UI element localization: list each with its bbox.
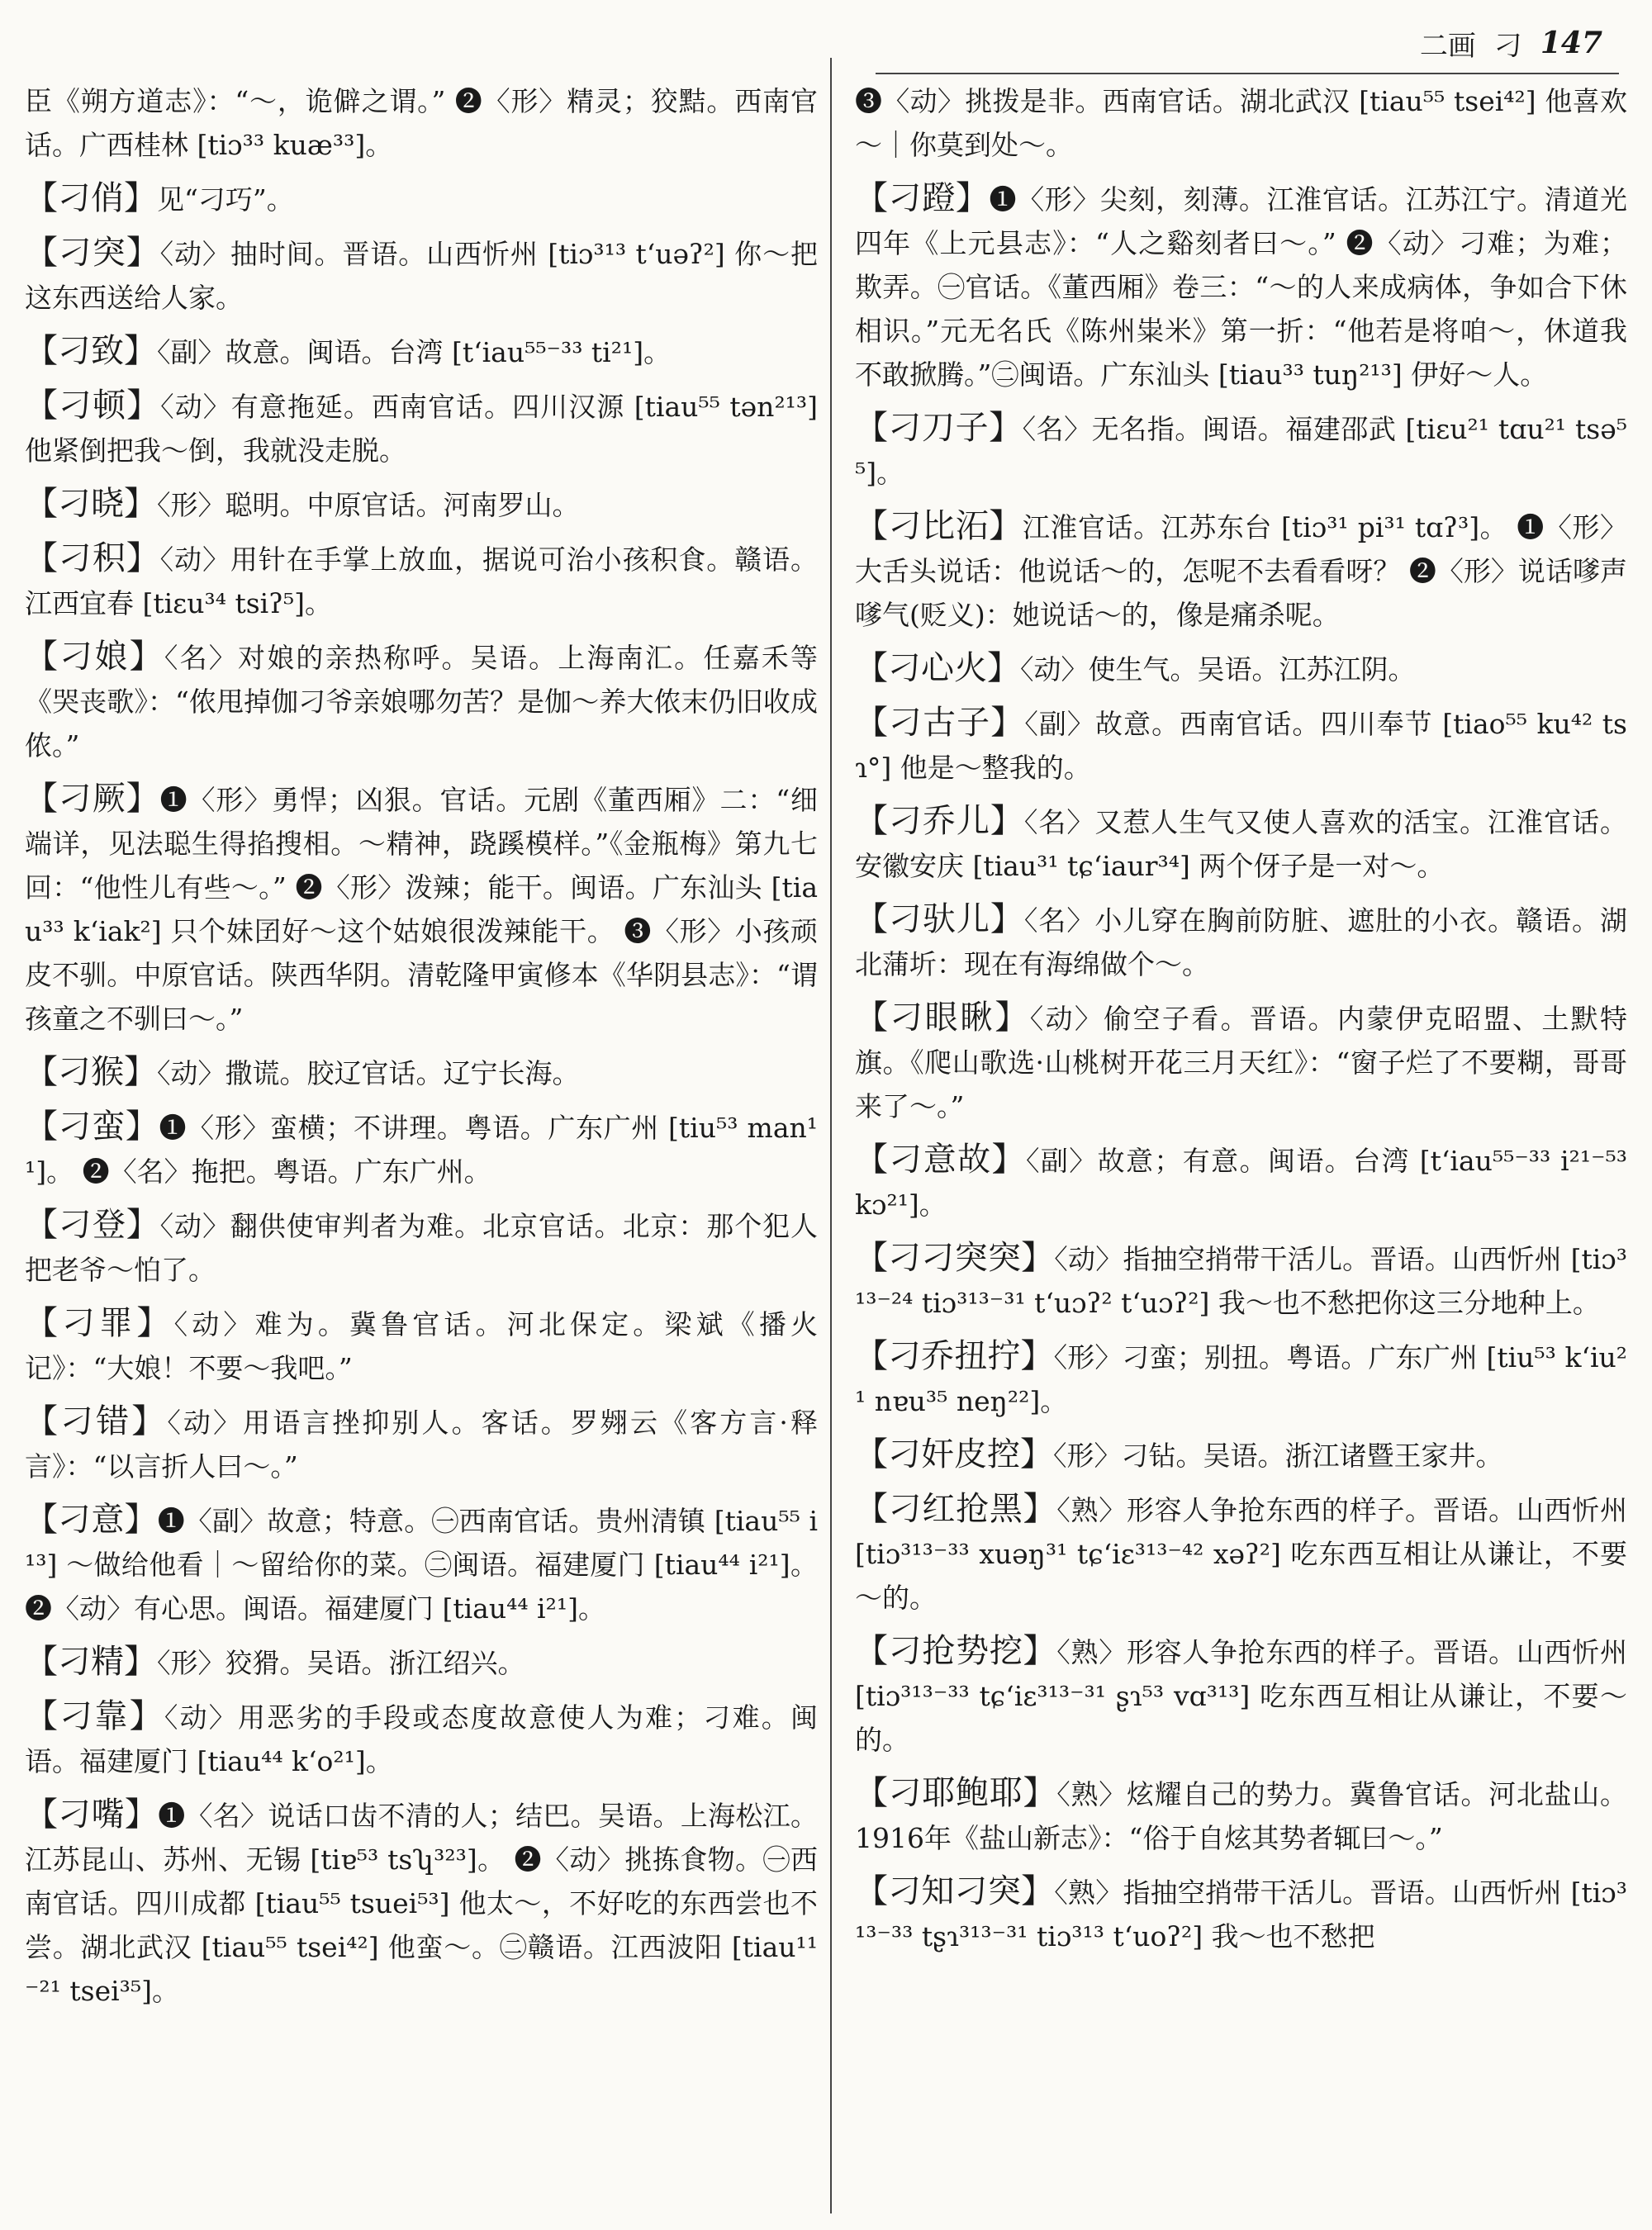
entry-headword: 【刁意故】 [855,1141,1026,1179]
entry-headword: 【刁耶鲍耶】 [855,1774,1057,1812]
dictionary-entry [855,799,1627,888]
entry-definition: 〈名〉无名指。闽语。福建邵武 [tiɛu²¹ tɑu²¹ tsə⁵⁵]。 [855,413,1627,489]
entry-definition: 〈动〉用针在手掌上放血，据说可治小孩积食。赣语。江西宜春 [tiɛu³⁴ tsiʔ⁵]。 [25,543,818,619]
dictionary-entry [25,330,818,374]
entry-headword: 【刁奸皮控】 [855,1435,1053,1473]
dictionary-entry [855,1487,1627,1620]
dictionary-entry [25,1203,818,1292]
entry-definition: 〈动〉翻供使审判者为难。北京官话。北京：那个犯人把老爷～怕了。 [25,1210,818,1286]
entry-headword: 【刁俏】 [25,179,157,217]
entry-headword: 【刁眼瞅】 [855,999,1030,1037]
entry-headword: 【刁猴】 [25,1053,157,1091]
entry-definition: ❶〈形〉尖刻，刻薄。江淮官话。江苏江宁。清道光四年《上元县志》：“人之谿刻者曰～。” ❷〈动〉刁难；为难；欺弄。㊀官话。《董西厢》卷三：“～的人来成病体，争如合下休相识。”元无名氏《陈州粜米》第一折：“他若是将咱～，休道我不敢掀腾。”㊁闽语。广东汕头 [tiau³³ tuŋ²¹³] 伊好～人。 [855,183,1627,391]
dictionary-entry [25,1498,818,1630]
entry-headword: 【刁比沰】 [855,507,1023,545]
dictionary-entry [855,647,1627,691]
entry-headword: 【刁精】 [25,1643,157,1681]
entry-headword: 【刁罪】 [25,1304,174,1342]
dictionary-entry [25,1105,818,1193]
entry-definition: 〈动〉有意拖延。西南官话。四川汉源 [tiau⁵⁵ tən²¹³] 他紧倒把我～倒，我就没走脱。 [25,391,818,467]
entry-definition: 江淮官话。江苏东台 [tiɔ³¹ pi³¹ tɑʔ³]。 ❶〈形〉大舌头说话：他说话～的，怎呢不去看看呀？ ❷〈形〉说话嗲声嗲气(贬义)：她说话～的，像是痛杀呢。 [855,511,1627,631]
dictionary-entry [25,482,818,527]
entry-definition: 〈形〉聪明。中原官话。河南罗山。 [157,489,580,521]
dictionary-entry [25,777,818,1041]
dictionary-entry [25,1695,818,1783]
dictionary-entry [25,177,818,221]
dictionary-entry [25,78,818,167]
entry-definition: 〈动〉指抽空捎带干活儿。晋语。山西忻州 [tiɔ³¹³⁻²⁴ tiɔ³¹³⁻³¹ t‘uɔʔ² t‘uɔʔ²] 我～也不愁把你这三分地种上。 [855,1243,1627,1319]
dictionary-entry [25,384,818,472]
entry-headword: 【刁驮儿】 [855,900,1024,938]
dictionary-entry [855,701,1627,790]
entry-headword: 【刁蹬】 [855,179,990,217]
dictionary-entry [855,1236,1627,1325]
dictionary-entry [855,1335,1627,1423]
entry-headword: 【刁积】 [25,539,160,577]
entry-headword: 【刁刀子】 [855,409,1023,447]
entry-definition: ❶〈名〉说话口齿不清的人；结巴。吴语。上海松江。江苏昆山、苏州、无锡 [tiɐ⁵³ tsʮ³²³]。 ❷〈动〉挑拣食物。㊀西南官话。四川成都 [tiau⁵⁵ tsuei⁵³] 他太～，不好吃的东西尝也不尝。湖北武汉 [tiau⁵⁵ tsei⁴²] 他蛮～。㊁赣语。江西波阳 [tiau¹¹⁻²¹ tsei³⁵]。 [25,1800,818,2007]
entry-definition: 〈动〉使生气。吴语。江苏江阴。 [1020,653,1416,686]
entry-headword: 【刁抢势挖】 [855,1632,1057,1670]
dictionary-entry [25,635,818,767]
entry-definition: 〈形〉狡猾。吴语。浙江绍兴。 [157,1647,525,1679]
column-divider [830,58,832,2213]
entry-headword: 【刁红抢黑】 [855,1490,1057,1528]
dictionary-entry [25,1302,818,1390]
dictionary-entry [25,1793,818,2013]
entry-definition: 〈副〉故意。西南官话。四川奉节 [tiao⁵⁵ ku⁴² tsɿ°] 他是～整我的。 [855,708,1627,784]
entry-definition: ❶〈副〉故意；特意。㊀西南官话。贵州清镇 [tiau⁵⁵ i¹³] ～做给他看｜～留给你的菜。㊁闽语。福建厦门 [tiau⁴⁴ i²¹]。 ❷〈动〉有心思。闽语。福建厦门 [tiau⁴⁴ i²¹]。 [25,1505,818,1625]
left-column [25,78,818,2205]
dictionary-entry [25,231,818,320]
entry-definition: 〈名〉又惹人生气又使人喜欢的活宝。江淮官话。安徽安庆 [tiau³¹ tɕ‘iaur³⁴] 两个伢子是一对～。 [855,806,1627,882]
dictionary-entry [855,1138,1627,1226]
entry-headword: 【刁心火】 [855,649,1020,687]
dictionary-entry [25,1640,818,1685]
dictionary-entry [855,177,1627,396]
entry-definition: 〈动〉偷空子看。晋语。内蒙伊克昭盟、土默特旗。《爬山歌选·山桃树开花三月天红》：“窗子烂了不要糊，哥哥来了～。” [855,1003,1627,1122]
entry-headword: 【刁意】 [25,1501,158,1539]
entry-definition: 〈动〉用语言挫抑别人。客话。罗翙云《客方言·释言》：“以言折人曰～。” [25,1407,818,1483]
entry-headword: 【刁晓】 [25,485,157,523]
running-header [1420,18,1602,68]
entry-definition: 臣《朔方道志》：“～，诡僻之谓。” ❷〈形〉精灵；狡黠。西南官话。广西桂林 [tiɔ³³ kuæ³³]。 [25,85,818,161]
dictionary-entry [855,996,1627,1128]
entry-definition: 〈熟〉炫耀自己的势力。冀鲁官话。河北盐山。1916年《盐山新志》：“俗于自炫其势者辄曰～。” [855,1778,1627,1854]
entry-definition: 见“刁巧”。 [157,183,294,216]
entry-headword: 【刁厥】 [25,780,160,818]
entry-definition: ❸〈动〉挑拨是非。西南官话。湖北武汉 [tiau⁵⁵ tsei⁴²] 他喜欢～｜你莫到处～。 [855,85,1627,161]
entry-headword: 【刁登】 [25,1206,160,1244]
entry-definition: 〈动〉撒谎。胶辽官话。辽宁长海。 [157,1057,580,1089]
entry-headword: 【刁错】 [25,1402,168,1440]
entry-definition: 〈形〉刁钻。吴语。浙江诸暨王家井。 [1053,1440,1503,1472]
entry-definition: 〈副〉故意；有意。闽语。台湾 [t‘iau⁵⁵⁻³³ i²¹⁻⁵³ kɔ²¹]。 [855,1145,1627,1221]
entry-headword: 【刁娘】 [25,638,164,676]
entry-definition: 〈动〉用恶劣的手段或态度故意使人为难；刁难。闽语。福建厦门 [tiau⁴⁴ k‘o²¹]。 [25,1701,818,1777]
dictionary-entry [855,898,1627,986]
entry-headword: 【刁乔扭拧】 [855,1337,1054,1375]
entry-headword: 【刁顿】 [25,387,161,425]
entry-headword: 【刁蛮】 [25,1108,159,1146]
right-column [855,78,1627,2205]
entry-headword: 【刁古子】 [855,704,1025,742]
page-number: 147 [1540,26,1602,60]
entry-definition: ❶〈形〉蛮横；不讲理。粤语。广东广州 [tiu⁵³ man¹¹]。 ❷〈名〉拖把。粤语。广东广州。 [25,1112,818,1188]
entry-headword: 【刁突】 [25,234,160,272]
dictionary-entry [25,537,818,625]
entry-headword: 【刁刁突突】 [855,1239,1055,1277]
header-radical: 刁 [1493,29,1522,63]
entry-definition: 〈副〉故意。闽语。台湾 [t‘iau⁵⁵⁻³³ ti²¹]。 [157,336,672,368]
header-section: 二画 [1419,29,1476,63]
entry-definition: 〈名〉小儿穿在胸前防脏、遮肚的小衣。赣语。湖北蒲圻：现在有海绵做个～。 [855,904,1627,980]
dictionary-entry [855,1433,1627,1478]
entry-definition: 〈形〉刁蛮；别扭。粤语。广东广州 [tiu⁵³ k‘iu²¹ nɐu³⁵ neŋ²²]。 [855,1341,1627,1417]
entry-definition: 〈熟〉形容人争抢东西的样子。晋语。山西忻州 [tiɔ³¹³⁻³³ tɕ‘iɛ³¹³⁻³¹ ʂɿ⁵³ vɑ³¹³] 吃东西互相让从谦让，不要～的。 [855,1636,1627,1756]
entry-definition: 〈熟〉指抽空捎带干活儿。晋语。山西忻州 [tiɔ³¹³⁻³³ tʂɿ³¹³⁻³¹ tiɔ³¹³ t‘uoʔ²] 我～也不愁把 [855,1877,1627,1952]
entry-definition: 〈名〉对娘的亲热称呼。吴语。上海南汇。任嘉禾等《哭丧歌》：“侬甩掉伽刁爷亲娘哪勿苦？是伽～养大侬末仍旧收成侬。” [25,642,818,762]
entry-definition: 〈动〉难为。冀鲁官话。河北保定。梁斌《播火记》：“大娘！不要～我吧。” [25,1308,818,1384]
dictionary-entry [855,505,1627,637]
dictionary-entry [25,1400,818,1488]
entry-headword: 【刁致】 [25,332,157,370]
entry-headword: 【刁知刁突】 [855,1872,1055,1910]
entry-headword: 【刁嘴】 [25,1796,159,1834]
entry-definition: ❶〈形〉勇悍；凶狠。官话。元剧《董西厢》二：“细端详，见法聪生得掐搜相。～精神，跷蹊模样。”《金瓶梅》第九七回：“他性儿有些～。” ❷〈形〉泼辣；能干。闽语。广东汕头 [tiau³³ k‘iak²] 只个妹囝好～这个姑娘很泼辣能干。 ❸〈形〉小孩顽皮不驯。中原官话。陕西华阴。清乾隆甲寅修本《华阴县志》：“谓孩童之不驯曰～。” [25,784,818,1035]
dictionary-entry [855,78,1627,167]
header-rule [876,73,1619,74]
entry-definition: 〈熟〉形容人争抢东西的样子。晋语。山西忻州 [tiɔ³¹³⁻³³ xuəŋ³¹ tɕ‘iɛ³¹³⁻⁴² xəʔ²] 吃东西互相让从谦让，不要～的。 [855,1494,1627,1614]
dictionary-entry [855,406,1627,495]
entry-headword: 【刁靠】 [25,1697,164,1735]
entry-headword: 【刁乔儿】 [855,802,1024,840]
dictionary-entry [855,1772,1627,1860]
dictionary-entry [855,1630,1627,1762]
entry-definition: 〈动〉抽时间。晋语。山西忻州 [tiɔ³¹³ t‘uəʔ²] 你～把这东西送给人家。 [25,238,818,314]
dictionary-entry [25,1051,818,1095]
dictionary-entry [855,1870,1627,1958]
